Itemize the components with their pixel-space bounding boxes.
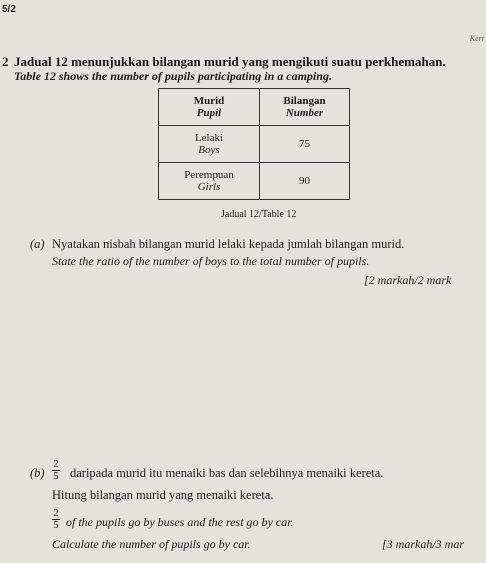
question-text-english: Table 12 shows the number of pupils participating in a camping. [14, 69, 332, 83]
row-label-cell [159, 126, 260, 163]
row-value-cell: 90 [260, 163, 350, 200]
fraction-denominator: 5 [53, 519, 59, 531]
pupil-table [158, 88, 350, 200]
row-label-english: Boys [198, 144, 220, 156]
part-b-label: (b) [30, 466, 45, 480]
part-b-marks: [3 markah/3 mar [382, 537, 465, 551]
fraction-numerator: 2 [53, 458, 59, 470]
table-header-cell [159, 89, 260, 126]
fraction-two-fifths [52, 459, 60, 482]
part-b-text-english-1: of the pupils go by buses and the rest go by car. [66, 515, 294, 529]
header-label-malay: Bilangan [283, 95, 326, 107]
header-label-english: Number [285, 107, 324, 119]
question-number: 2 [2, 54, 9, 69]
fraction-two-fifths-english [52, 508, 60, 531]
part-a-marks: [2 markah/2 mark [364, 273, 452, 287]
part-a-text-english: State the ratio of the number of boys to the total number of pupils. [52, 254, 370, 268]
row-label-malay: Perempuan [184, 169, 234, 181]
table-header-row [159, 89, 350, 126]
part-a-label: (a) [30, 237, 45, 251]
part-b-text-malay-1: daripada murid itu menaiki bas dan selebihnya menaiki kereta. [70, 466, 384, 480]
part-a-text-malay: Nyatakan nisbah bilangan murid lelaki kepada jumlah bilangan murid. [52, 237, 405, 251]
table-row [159, 163, 350, 200]
paper-label: Kert [469, 34, 484, 43]
table-row [159, 126, 350, 163]
row-label-malay: Lelaki [194, 132, 224, 144]
part-b-text-english-2: Calculate the number of pupils go by car. [52, 537, 251, 551]
row-value-cell: 75 [260, 126, 350, 163]
table-header-cell [260, 89, 350, 126]
header-label-malay: Murid [193, 95, 225, 107]
row-label-cell [159, 163, 260, 200]
page-code: 5/2 [2, 4, 16, 15]
part-b-text-malay-2: Hitung bilangan murid yang menaiki kereta. [52, 488, 274, 502]
table-caption: Jadual 12/Table 12 [221, 209, 297, 220]
row-label-english: Girls [197, 181, 221, 193]
fraction-denominator: 5 [53, 470, 59, 482]
header-label-english: Pupil [196, 107, 222, 119]
question-text-malay: Jadual 12 menunjukkan bilangan murid yang mengikuti suatu perkhemahan. [14, 54, 446, 69]
fraction-numerator: 2 [53, 507, 59, 519]
